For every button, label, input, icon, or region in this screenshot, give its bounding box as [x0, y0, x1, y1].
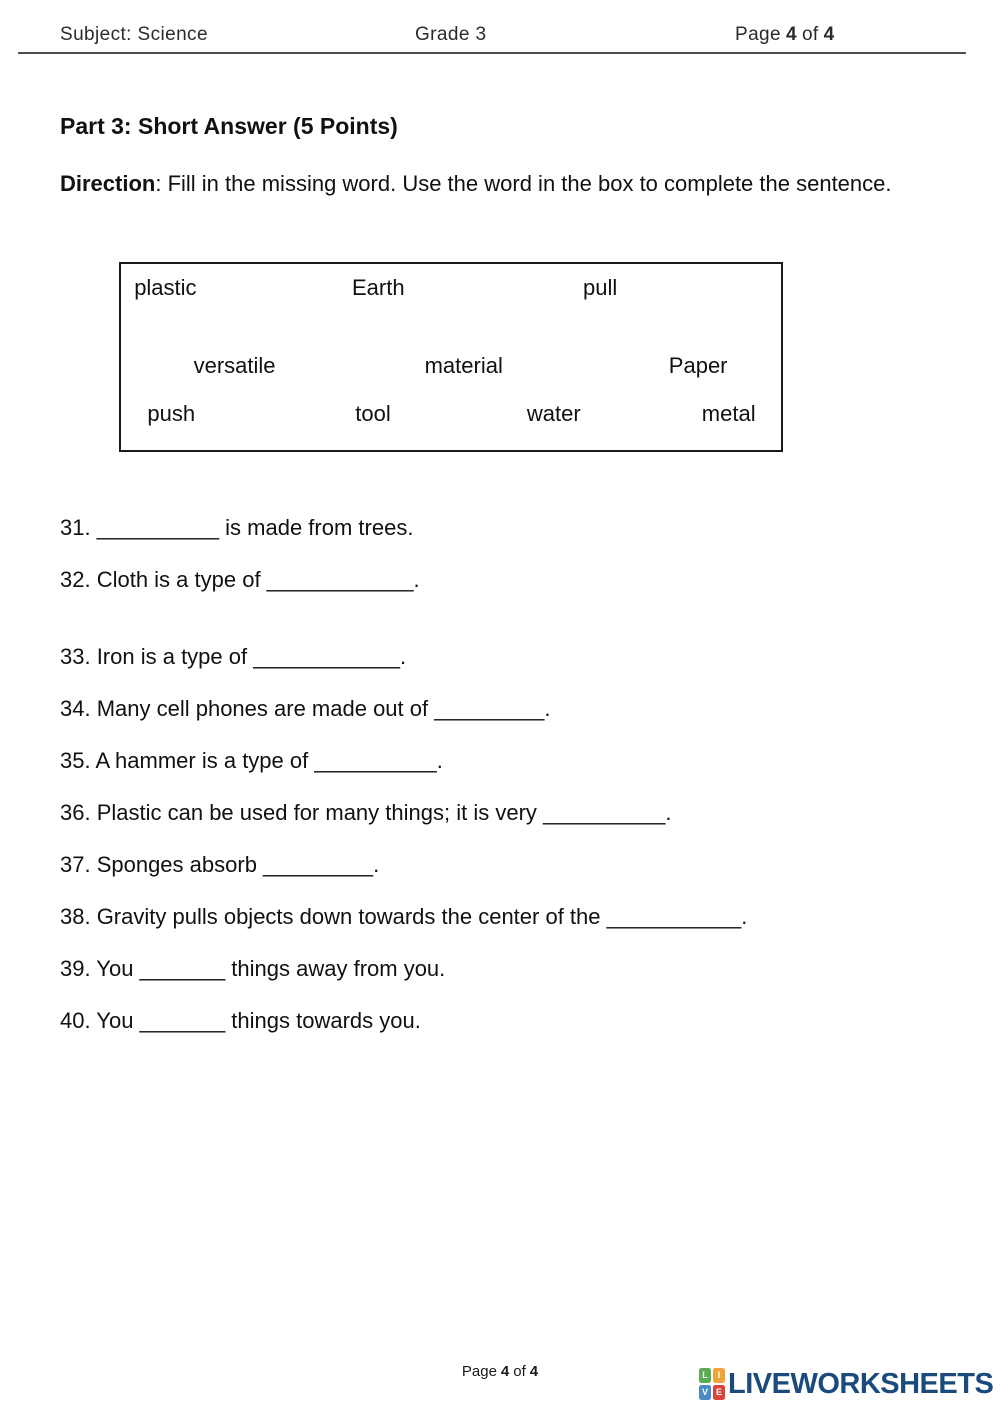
word-box-word: versatile: [193, 353, 276, 378]
question-40: 40. You _______ things towards you.: [60, 1008, 421, 1033]
header-divider: [18, 52, 966, 54]
footer-page-of: of: [513, 1363, 526, 1380]
header-page-number: 4: [785, 24, 797, 45]
direction-text: : Fill in the missing word. Use the word in the box to complete the sentence.: [155, 171, 892, 196]
word-box-word: push: [147, 401, 196, 426]
logo-tile-v: V: [699, 1385, 711, 1400]
header-page-word: Page: [735, 24, 781, 45]
header-page-of: of: [801, 24, 819, 45]
footer-page-total: 4: [529, 1363, 539, 1380]
liveworksheets-logo-text: LIVEWORKSHEETS: [728, 1367, 994, 1400]
word-box-word: pull: [583, 275, 618, 300]
question-35: 35. A hammer is a type of __________.: [60, 748, 443, 773]
question-37: 37. Sponges absorb _________.: [60, 852, 380, 877]
word-box-word: Earth: [352, 275, 405, 300]
word-bank-box: [119, 262, 783, 452]
question-39: 39. You _______ things away from you.: [60, 956, 446, 981]
word-box-word: plastic: [134, 275, 197, 300]
question-36: 36. Plastic can be used for many things; it is very __________.: [60, 800, 672, 825]
header-subject: Subject: Science: [60, 24, 208, 45]
question-34: 34. Many cell phones are made out of _________.: [60, 696, 551, 721]
section-title: Part 3: Short Answer (5 Points): [60, 113, 398, 139]
question-38: 38. Gravity pulls objects down towards the center of the ___________.: [60, 904, 748, 929]
word-box-word: material: [424, 353, 503, 378]
logo-tile-e: E: [713, 1385, 725, 1400]
word-box-word: tool: [355, 401, 391, 426]
question-33: 33. Iron is a type of ____________.: [60, 644, 407, 669]
header-grade: Grade 3: [415, 24, 487, 45]
liveworksheets-logo[interactable]: [699, 1368, 993, 1400]
word-box-word: Paper: [668, 353, 728, 378]
direction-label: Direction: [60, 171, 156, 196]
footer-page-number: 4: [500, 1363, 510, 1380]
footer-page-word: Page: [461, 1363, 497, 1380]
direction-paragraph: [60, 167, 930, 201]
header-page-indicator: [735, 24, 835, 46]
header-page-total: 4: [823, 24, 835, 45]
word-box-word: water: [526, 401, 581, 426]
question-list: [60, 516, 960, 1061]
logo-tile-l: L: [699, 1368, 711, 1383]
question-32: 32. Cloth is a type of ____________.: [60, 567, 420, 592]
logo-tile-i: I: [713, 1368, 725, 1383]
question-31: 31. __________ is made from trees.: [60, 515, 414, 540]
liveworksheets-logo-icon: [699, 1368, 725, 1400]
word-box-word: metal: [701, 401, 756, 426]
